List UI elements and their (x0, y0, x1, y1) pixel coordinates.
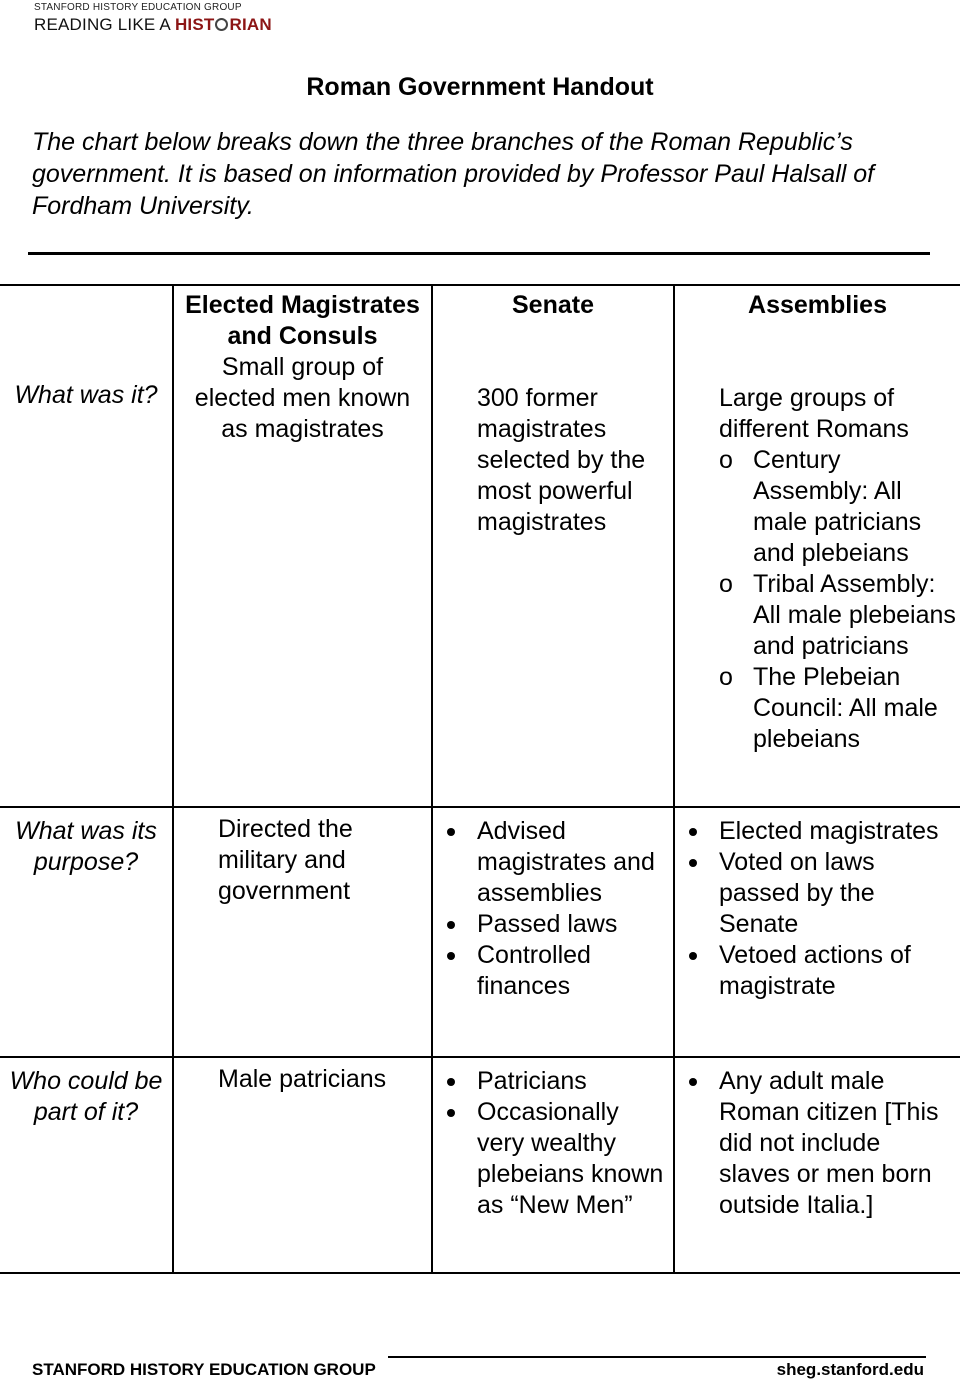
magistrates-cell (173, 807, 432, 1057)
footer-url: sheg.stanford.edu (776, 1360, 924, 1379)
list-item: Passed laws (477, 909, 667, 940)
list-item-text: Tribal Assembly: All male plebeians and patricians (753, 570, 956, 660)
footer-org: STANFORD HISTORY EDUCATION GROUP (32, 1360, 376, 1379)
cell-text: Small group of elected men known as magistrates (194, 353, 411, 443)
government-table (0, 284, 960, 1274)
list-item: Occasionally very wealthy plebeians known as “New Men” (477, 1097, 667, 1221)
list-item: Patricians (477, 1066, 667, 1097)
row-label-purpose (0, 807, 173, 1057)
list-item: Advised magistrates and assemblies (477, 816, 667, 909)
column-header-senate: Senate (512, 291, 594, 319)
logo-wordmark-rian: RIAN (229, 15, 272, 34)
logo (34, 2, 272, 36)
senate-cell (432, 285, 674, 807)
list-item (719, 569, 956, 662)
logo-org-name: STANFORD HISTORY EDUCATION GROUP (34, 2, 242, 13)
row-label-text: Who could be part of it? (9, 1067, 163, 1126)
assemblies-cell (674, 1057, 960, 1273)
list-item (719, 662, 956, 755)
list-item: Any adult male Roman citizen [This did not include slaves or men born outside Italia.] (719, 1066, 954, 1221)
senate-cell (432, 1057, 674, 1273)
senate-cell (432, 807, 674, 1057)
list-item-text: Century Assembly: All male patricians and plebeians (753, 446, 922, 567)
bullet-o: o (719, 570, 733, 598)
list-item: Vetoed actions of magistrate (719, 940, 954, 1002)
column-header-magistrates: Elected Magistrates and Consuls (185, 291, 420, 350)
row-label-what (0, 285, 173, 807)
assemblies-members-list (675, 1066, 960, 1221)
row-label-text: What was its purpose? (15, 817, 157, 876)
cell-text: Male patricians (218, 1065, 387, 1093)
list-item: Elected magistrates (719, 816, 954, 847)
bullet-o: o (719, 446, 733, 474)
logo-wordmark-hist: HIST (174, 15, 215, 34)
cell-text: 300 former magistrates selected by the most powerful magistrates (477, 384, 646, 536)
senate-members-list (433, 1066, 673, 1221)
row-label-who (0, 1057, 173, 1273)
table-row (0, 807, 960, 1057)
divider (28, 252, 930, 255)
magnifier-icon (215, 18, 228, 31)
assemblies-cell (674, 807, 960, 1057)
magistrates-cell (173, 285, 432, 807)
assemblies-cell (674, 285, 960, 807)
bullet-o: o (719, 663, 733, 691)
list-item (719, 445, 956, 569)
assemblies-purpose-list (675, 816, 960, 1002)
list-item-text: The Plebeian Council: All male plebeians (753, 663, 938, 753)
footer-divider (388, 1356, 926, 1358)
table-row (0, 1057, 960, 1273)
list-item: Voted on laws passed by the Senate (719, 847, 954, 940)
magistrates-cell (173, 1057, 432, 1273)
senate-purpose-list (433, 816, 673, 1002)
intro-paragraph: The chart below breaks down the three branches of the Roman Republic’s government. It is based on information provided by Professor Paul Halsall of Fordham University. (32, 128, 875, 220)
row-label-text: What was it? (14, 381, 158, 409)
logo-wordmark-pre: READING LIKE A (34, 15, 175, 34)
table-row (0, 285, 960, 807)
cell-text: Directed the military and government (218, 815, 353, 905)
column-header-assemblies: Assemblies (748, 291, 887, 319)
cell-text: Large groups of different Romans (719, 384, 909, 443)
assemblies-types-list (675, 445, 960, 755)
logo-wordmark (34, 14, 272, 36)
page-title: Roman Government Handout (306, 73, 654, 101)
list-item: Controlled finances (477, 940, 667, 1002)
